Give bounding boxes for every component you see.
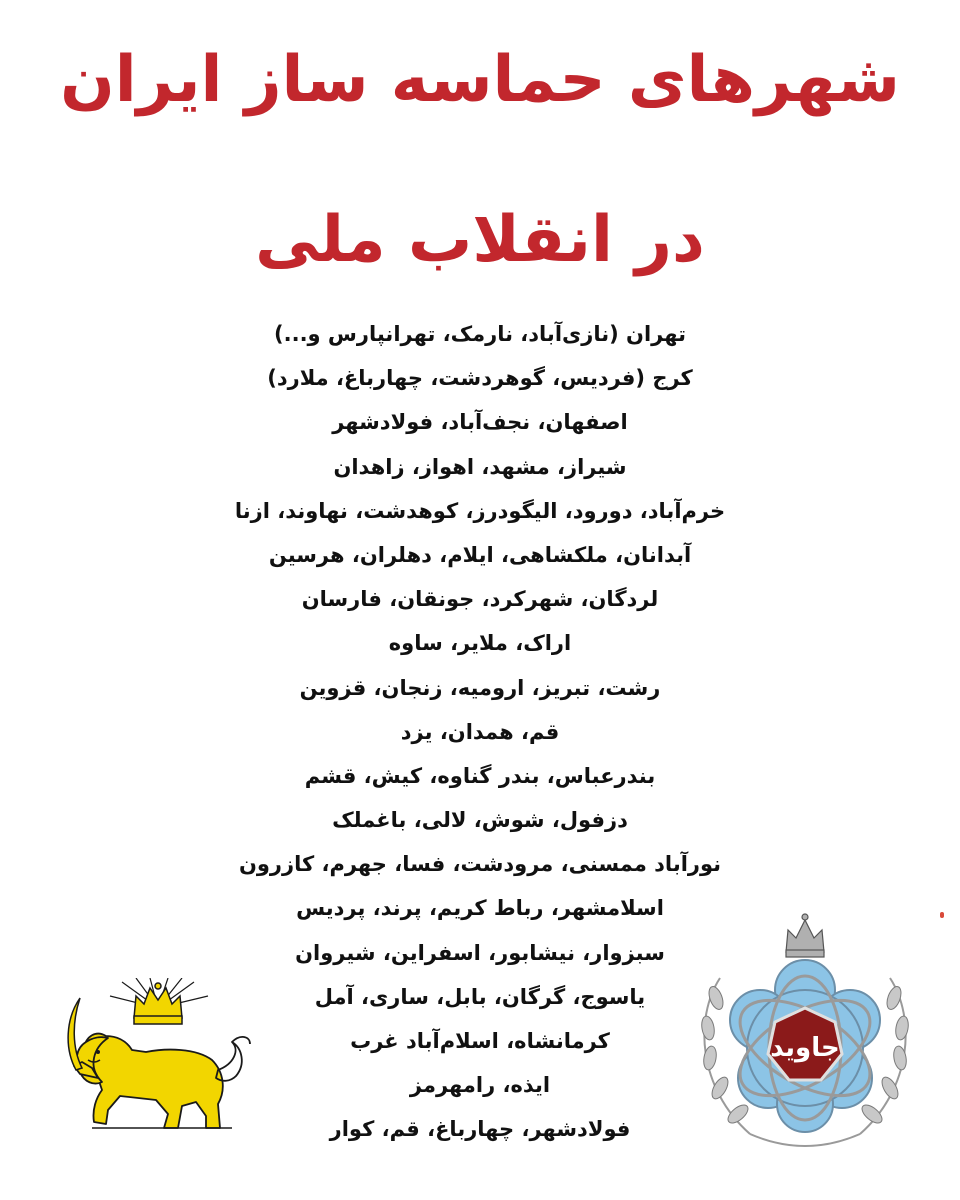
- poster-title-line2: در انقلاب ملی: [255, 203, 705, 277]
- city-list-item: یاسوج، گرگان، بابل، ساری، آمل: [314, 984, 646, 1009]
- city-list-item: اصفهان، نجف‌آباد، فولادشهر: [332, 410, 628, 435]
- city-list-item: لردگان، شهرکرد، جونقان، فارسان: [301, 587, 659, 612]
- city-list-item: دزفول، شوش، لالی، باغملک: [332, 808, 628, 833]
- city-list-item: رشت، تبریز، ارومیه، زنجان، قزوین: [299, 675, 661, 700]
- stray-mark: [940, 912, 944, 918]
- city-list-item: قم، همدان، یزد: [400, 719, 560, 744]
- city-list-item: نورآباد ممسنی، مرودشت، فسا، جهرم، کازرون: [238, 852, 722, 877]
- javid-emblem-icon: [690, 908, 920, 1158]
- city-list-item: فولادشهر، چهارباغ، قم، کوار: [329, 1117, 631, 1142]
- poster-title-line1: شهرهای حماسه ساز ایران: [60, 43, 900, 117]
- city-list-item: تهران (نازی‌آباد، نارمک، تهرانپارس و...): [274, 322, 686, 346]
- city-list-item: کرج (فردیس، گوهردشت، چهارباغ، ملارد): [267, 366, 693, 391]
- city-list-item: بندرعباس، بندر گناوه، کیش، قشم: [304, 763, 656, 788]
- city-list-item: سبزوار، نیشابور، اسفراین، شیروان: [295, 940, 665, 965]
- city-list-item: شیراز، مشهد، اهواز، زاهدان: [333, 454, 627, 479]
- city-list-item: آبدانان، ملکشاهی، ایلام، دهلران، هرسین: [268, 542, 692, 567]
- lion-and-sun-emblem-icon: [36, 978, 272, 1148]
- city-list-item: کرمانشاه، اسلام‌آباد غرب: [350, 1029, 610, 1053]
- city-list-item: خرم‌آباد، دورود، الیگودرز، کوهدشت، نهاوند، ازنا: [234, 498, 726, 523]
- city-list-item: اسلامشهر، رباط کریم، پرند، پردیس: [296, 896, 664, 921]
- javid-emblem-text: جاوید: [770, 1033, 840, 1063]
- city-list-item: اراک، ملایر، ساوه: [388, 631, 572, 656]
- city-list-item: ایذه، رامهرمز: [409, 1073, 551, 1098]
